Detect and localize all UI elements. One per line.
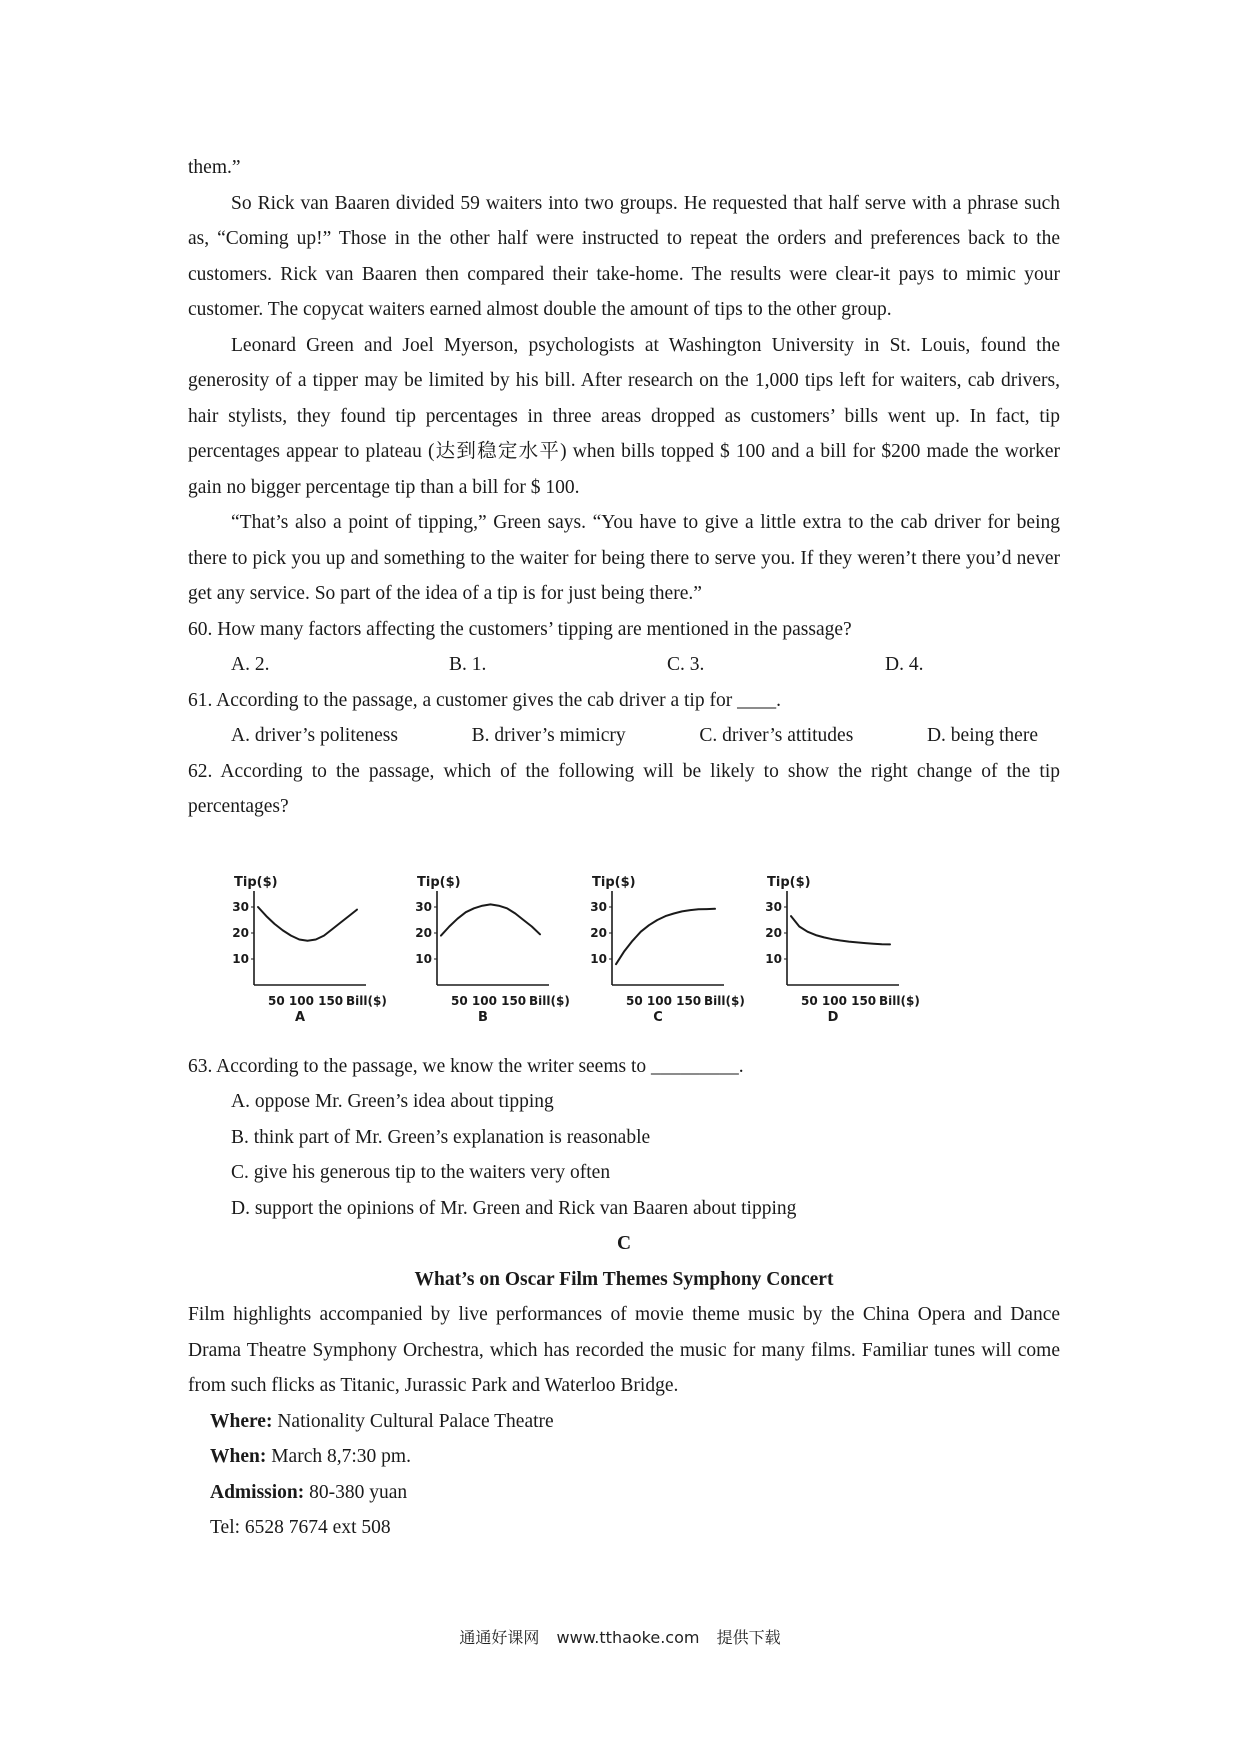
chart-letter: C [653, 1009, 663, 1025]
passage-line-end: them.” [188, 157, 241, 178]
option-c[interactable]: C. give his generous tip to the waiters very often [231, 1162, 611, 1183]
option-d[interactable]: D. support the opinions of Mr. Green and Rick van Baaren about tipping [231, 1197, 797, 1219]
exam-page [188, 150, 1060, 1546]
question-61-options [188, 718, 1060, 754]
question-63-options [188, 1084, 1060, 1226]
chart-letter: A [294, 1009, 306, 1025]
footer [0, 1625, 1240, 1648]
where-value: Nationality Cultural Palace Theatre [272, 1410, 554, 1432]
y-tick-label: 20 [765, 925, 782, 940]
series-line [258, 907, 357, 941]
chart-d[interactable] [763, 873, 933, 1043]
chart-letter: D [827, 1009, 839, 1025]
chart-svg [588, 873, 758, 1043]
concert-where [188, 1404, 1060, 1440]
y-tick-label: 30 [232, 899, 249, 914]
series-line [441, 904, 540, 935]
passage-paragraph: So Rick van Baaren divided 59 waiters into two groups. He requested that half serve with a phrase such as, “Coming up!” Those in the other half were instructed to repeat the orders and preferences back to the customers. Rick van Baaren then compared their take-home. The results were clear-it pays to mimic your customer. The copycat waiters earned almost double the amount of tips to the other group. [188, 192, 1060, 320]
y-tick-label: 30 [590, 899, 607, 914]
y-axis-label: Tip($) [767, 874, 811, 890]
concert-admission [188, 1475, 1060, 1511]
y-tick-label: 20 [590, 925, 607, 940]
x-tick-labels: 50 100 150 [268, 993, 344, 1008]
section-letter: C [616, 1233, 632, 1254]
option-b[interactable]: B. think part of Mr. Green’s explanation is reasonable [231, 1126, 651, 1148]
x-axis-label: Bill($) [346, 993, 387, 1008]
chart-b[interactable] [413, 873, 583, 1043]
option-b[interactable]: B. 1. [449, 654, 487, 675]
option-a[interactable]: A. driver’s politeness [231, 725, 398, 746]
question-61-stem: 61. According to the passage, a customer gives the cab driver a tip for ____. [188, 689, 781, 711]
x-tick-labels: 50 100 150 [451, 993, 527, 1008]
x-axis-label: Bill($) [704, 993, 745, 1008]
tip-charts [188, 833, 1060, 1049]
x-tick-labels: 50 100 150 [626, 993, 702, 1008]
chart-svg [230, 873, 400, 1043]
question-62-stem: 62. According to the passage, which of the following will be likely to show the right change of the tip percentages? [188, 760, 1060, 817]
chart-svg [763, 873, 933, 1043]
passage-paragraph: Leonard Green and Joel Myerson, psychologists at Washington University in St. Louis, found the generosity of a tipper may be limited by his bill. After research on the 1,000 tips left for waiters, cab drivers, hair stylists, they found tip percentages in three areas dropped as customers’ bills went up. In fact, tip percentages appear to plateau (达到稳定水平) when bills topped $ 100 and a bill for $200 made the worker gain no bigger percentage tip than a bill for $ 100. [188, 334, 1060, 498]
series-line [616, 908, 715, 963]
option-c[interactable]: C. 3. [667, 654, 705, 675]
y-tick-label: 10 [590, 951, 607, 966]
y-tick-label: 10 [415, 951, 432, 966]
x-axis-label: Bill($) [879, 993, 920, 1008]
chart-a[interactable] [230, 873, 400, 1043]
series-line [791, 916, 890, 944]
chart-svg [413, 873, 583, 1043]
concert-when [188, 1439, 1060, 1475]
option-d[interactable]: D. 4. [885, 654, 924, 675]
y-tick-label: 30 [415, 899, 432, 914]
option-a[interactable]: A. 2. [231, 654, 270, 675]
where-label: Where: [210, 1410, 273, 1432]
y-axis-label: Tip($) [417, 874, 461, 890]
y-tick-label: 20 [232, 925, 249, 940]
concert-description: Film highlights accompanied by live performances of movie theme music by the China Opera and Dance Drama Theatre Symphony Orchestra, which has recorded the music for many films. Familiar tunes will come from such flicks as Titanic, Jurassic Park and Waterloo Bridge. [188, 1304, 1060, 1396]
footer-site: 通通好课网 [459, 1628, 540, 1647]
option-a[interactable]: A. oppose Mr. Green’s idea about tipping [231, 1091, 554, 1112]
concert-tel: Tel: 6528 7674 ext 508 [210, 1517, 391, 1538]
y-tick-label: 10 [765, 951, 782, 966]
admission-label: Admission: [210, 1481, 305, 1503]
when-value: March 8,7:30 pm. [266, 1446, 411, 1467]
y-tick-label: 30 [765, 899, 782, 914]
y-tick-label: 20 [415, 925, 432, 940]
footer-note: 提供下载 [716, 1628, 781, 1647]
option-b[interactable]: B. driver’s mimicry [471, 725, 626, 746]
x-tick-labels: 50 100 150 [801, 993, 877, 1008]
x-axis-label: Bill($) [529, 993, 570, 1008]
admission-value: 80-380 yuan [304, 1481, 408, 1503]
section-title: What’s on Oscar Film Themes Symphony Concert [414, 1268, 834, 1290]
y-axis-label: Tip($) [234, 874, 278, 890]
passage-paragraph: “That’s also a point of tipping,” Green says. “You have to give a little extra to the cab driver for being there to pick you up and something to the waiter for being there to serve you. If they weren’t there you’d never get any service. So part of the idea of a tip is for just being there.” [188, 512, 1060, 604]
y-axis-label: Tip($) [592, 874, 636, 890]
chart-letter: B [478, 1009, 488, 1025]
question-60-stem: 60. How many factors affecting the customers’ tipping are mentioned in the passage? [188, 618, 852, 640]
question-60-options [188, 647, 1060, 683]
option-c[interactable]: C. driver’s attitudes [699, 725, 854, 746]
question-63-stem: 63. According to the passage, we know the writer seems to _________. [188, 1055, 744, 1077]
chart-c[interactable] [588, 873, 758, 1043]
when-label: When: [210, 1446, 267, 1467]
y-tick-label: 10 [232, 951, 249, 966]
option-d[interactable]: D. being there [926, 725, 1038, 746]
footer-url[interactable]: www.tthaoke.com [556, 1628, 700, 1647]
